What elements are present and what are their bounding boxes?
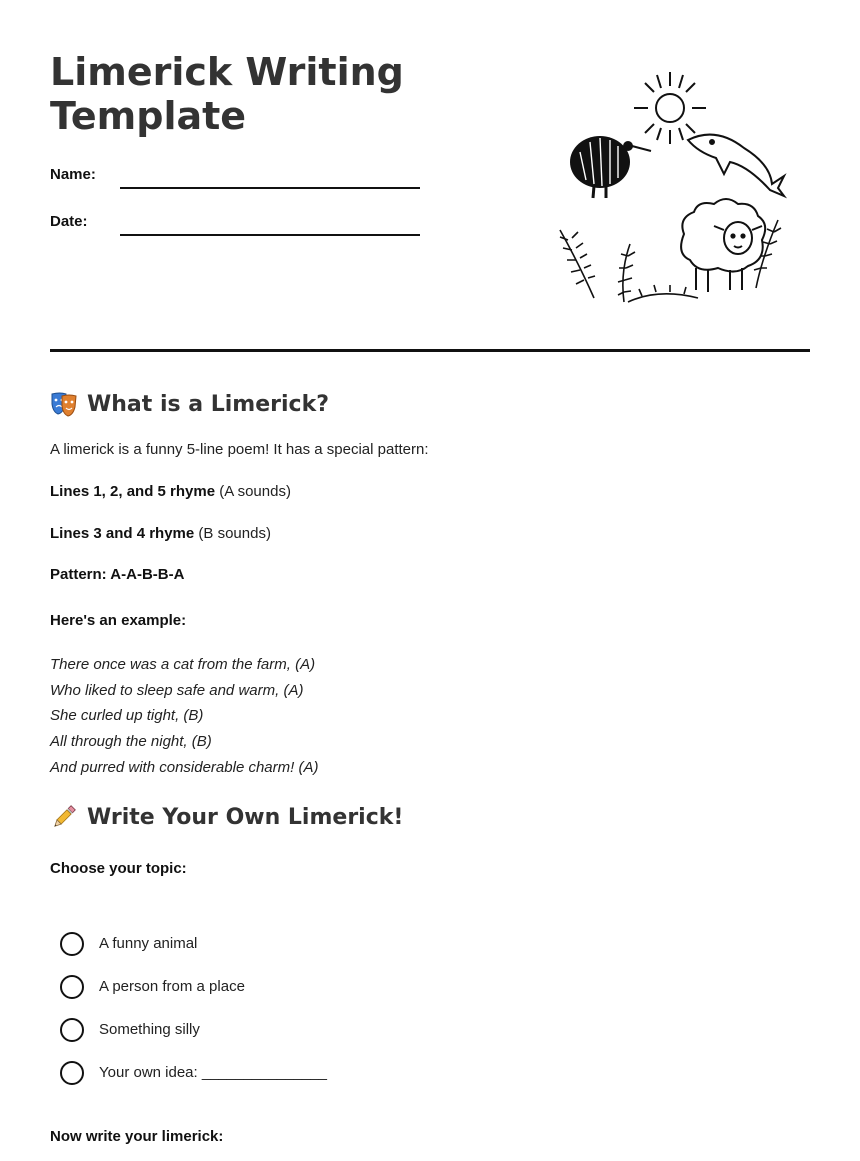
example-line: All through the night, (B): [50, 733, 212, 751]
intro-text: A limerick is a funny 5-line poem! It has a special pattern:: [50, 441, 429, 458]
topic-label: Choose your topic:: [50, 860, 187, 877]
sun-icon: [634, 72, 706, 144]
page-title: Limerick Writing Template: [50, 50, 404, 138]
name-label: Name:: [50, 166, 96, 183]
pencil-icon: [50, 803, 78, 831]
section-heading-what: [50, 390, 329, 418]
rule-2-rest: (B sounds): [194, 525, 271, 542]
rule-line-1: [50, 483, 291, 500]
section-heading-write: [50, 803, 403, 831]
theater-masks-icon: [50, 390, 78, 418]
kiwi-bird-icon: [570, 136, 651, 198]
rule-1-rest: (A sounds): [215, 483, 291, 500]
topic-option[interactable]: [60, 965, 327, 1008]
topic-option-label: Your own idea: _______________: [99, 1064, 327, 1081]
rule-1-bold: Lines 1, 2, and 5 rhyme: [50, 483, 216, 500]
pattern-text: Pattern: A-A-B-B-A: [50, 566, 185, 583]
topic-option[interactable]: [60, 1008, 327, 1051]
radio-button[interactable]: [60, 932, 84, 956]
date-label: Date:: [50, 213, 88, 230]
radio-button[interactable]: [60, 1061, 84, 1085]
example-line: And purred with considerable charm! (A): [50, 758, 319, 776]
example-line: She curled up tight, (B): [50, 707, 204, 725]
sheep-icon: [681, 199, 765, 292]
rule-2-bold: Lines 3 and 4 rhyme: [50, 525, 195, 542]
write-label: Now write your limerick:: [50, 1128, 224, 1145]
topic-option-label: Something silly: [99, 1021, 200, 1038]
date-field[interactable]: [120, 234, 420, 236]
topic-option-label: A person from a place: [99, 978, 245, 995]
radio-button[interactable]: [60, 1018, 84, 1042]
example-line: There once was a cat from the farm, (A): [50, 656, 316, 673]
topic-option[interactable]: [60, 1051, 327, 1094]
rule-line-2: [50, 525, 271, 542]
section-heading-write-text: Write Your Own Limerick!: [87, 804, 404, 830]
example-limerick: [50, 652, 318, 781]
radio-button[interactable]: [60, 975, 84, 999]
dolphin-icon: [688, 135, 784, 196]
example-line: Who liked to sleep safe and warm, (A): [50, 681, 304, 699]
topic-options: [60, 922, 327, 1094]
example-label: Here's an example:: [50, 612, 187, 629]
section-heading-what-text: What is a Limerick?: [87, 391, 329, 417]
nature-illustration: [548, 62, 798, 312]
topic-option-label: A funny animal: [99, 935, 198, 952]
section-divider: [50, 349, 810, 352]
name-field[interactable]: [120, 187, 420, 189]
topic-option[interactable]: [60, 922, 327, 965]
